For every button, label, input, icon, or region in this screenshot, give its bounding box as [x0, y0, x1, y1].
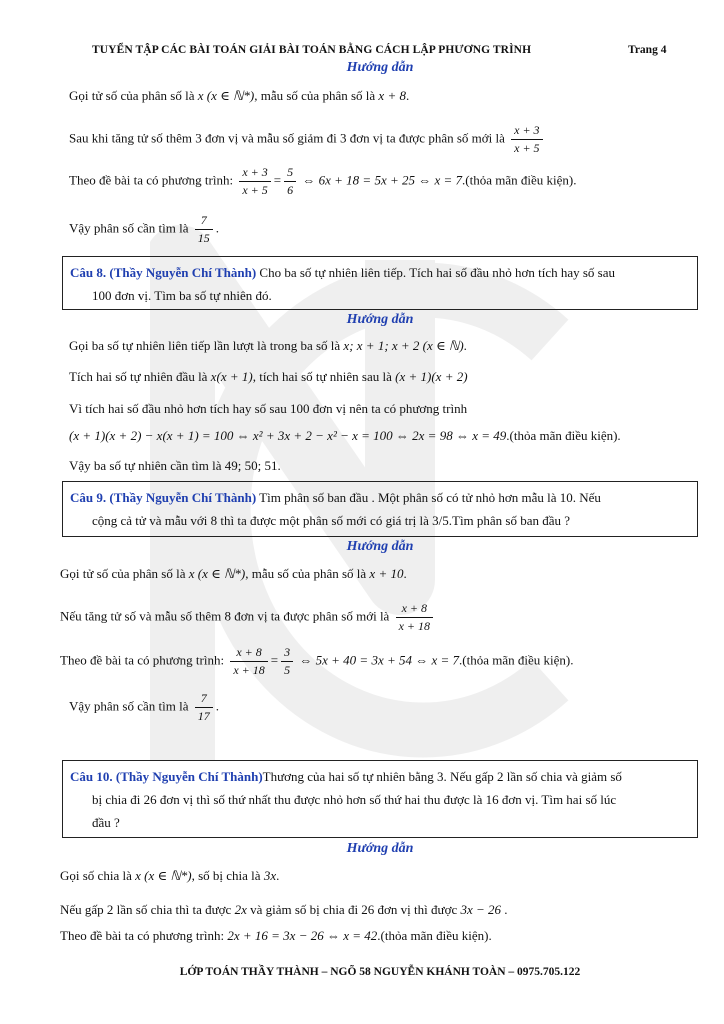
guide-heading: Hướng dẫn: [346, 539, 414, 554]
page-footer: LỚP TOÁN THẦY THÀNH – NGÕ 58 NGUYỄN KHÁNH TOÀN – 0975.705.122: [179, 966, 581, 978]
fraction: $\frac{x + 8}{x + 18}$: [230, 644, 267, 679]
solution-line: Vì tích hai số đầu nhỏ hơn tích hay số sau 100 đơn vị nên ta có phương trình: [69, 401, 468, 416]
question-label: Câu 9. (Thầy Nguyễn Chí Thành): [70, 490, 257, 505]
solution-line: Gọi tử số của phân số là x (x ∈ ℕ*), mẫu số của phân số là x + 10.: [60, 566, 407, 581]
solution-line: Vậy ba số tự nhiên cần tìm là 49; 50; 51.: [69, 458, 281, 473]
solution-line: Gọi ba số tự nhiên liên tiếp lần lượt là trong ba số là x; x + 1; x + 2 (x ∈ ℕ).: [69, 338, 467, 353]
solution-line: Nếu tăng tử số và mẫu số thêm 8 đơn vị ta được phân số mới là $\frac{x + 8}{x + 18}$: [60, 600, 436, 635]
page-number: Trang 4: [628, 44, 667, 56]
solution-line: Sau khi tăng tử số thêm 3 đơn vị và mẫu số giảm đi 3 đơn vị ta được phân số mới là $\frac{x + 3}{x + 5}$: [69, 122, 546, 157]
guide-heading: Hướng dẫn: [346, 312, 414, 327]
solution-line: Theo đề bài ta có phương trình: $\frac{x + 8}{x + 18}$ = $\frac{3}{5}$ ⇔ 5x + 40 = 3x + 54 ⇔ x = 7.(thỏa mãn điều kiện).: [60, 645, 574, 677]
fraction: $\frac{3}{5}$: [281, 644, 293, 679]
question-8-box: Câu 8. (Thầy Nguyễn Chí Thành) Cho ba số tự nhiên liên tiếp. Tích hai số đầu nhỏ hơn tích hay số sau 100 đơn vị. Tìm ba số tự nhiên đó.: [62, 256, 698, 310]
fraction: $\frac{x + 8}{x + 18}$: [396, 600, 433, 635]
guide-heading: Hướng dẫn: [346, 60, 414, 75]
fraction: $\frac{5}{6}$: [284, 164, 296, 199]
solution-line: Gọi số chia là x (x ∈ ℕ*), số bị chia là 3x.: [60, 868, 280, 883]
solution-line: Vậy phân số cần tìm là $\frac{7}{17}$ .: [69, 691, 219, 723]
solution-line: Theo đề bài ta có phương trình: $\frac{x + 3}{x + 5}$ = $\frac{5}{6}$ ⇔ 6x + 18 = 5x + 25 ⇔ x = 7.(thỏa mãn điều kiện).: [69, 165, 577, 197]
fraction: $\frac{x + 3}{x + 5}$: [239, 164, 270, 199]
solution-line: Tích hai số tự nhiên đầu là x(x + 1), tích hai số tự nhiên sau là (x + 1)(x + 2): [69, 369, 468, 384]
fraction: $\frac{7}{17}$: [195, 690, 213, 725]
header-title: TUYỂN TẬP CÁC BÀI TOÁN GIẢI BÀI TOÁN BẰNG CÁCH LẬP PHƯƠNG TRÌNH: [92, 44, 532, 56]
guide-heading: Hướng dẫn: [346, 841, 414, 856]
solution-line: Theo đề bài ta có phương trình: 2x + 16 = 3x − 26 ⇔ x = 42.(thỏa mãn điều kiện).: [60, 928, 492, 943]
solution-line: (x + 1)(x + 2) − x(x + 1) = 100 ⇔ x² + 3x + 2 − x² − x = 100 ⇔ 2x = 98 ⇔ x = 49.(thỏa mãn điều kiện).: [69, 428, 621, 443]
question-label: Câu 8. (Thầy Nguyễn Chí Thành): [70, 265, 257, 280]
question-10-box: Câu 10. (Thầy Nguyễn Chí Thành)Thương của hai số tự nhiên bằng 3. Nếu gấp 2 lần số chia và giảm số bị chia đi 26 đơn vị thì số thứ nhất thu được nhỏ hơn số thứ hai thu được là 16 đơn vị. Tìm hai số lúc đầu ?: [62, 760, 698, 838]
solution-line: Nếu gấp 2 lần số chia thì ta được 2x và giảm số bị chia đi 26 đơn vị thì được 3x − 26 .: [60, 902, 508, 917]
question-label: Câu 10. (Thầy Nguyễn Chí Thành): [70, 769, 263, 784]
solution-line: Gọi tử số của phân số là x (x ∈ ℕ*), mẫu số của phân số là x + 8.: [69, 88, 410, 103]
solution-line: Vậy phân số cần tìm là $\frac{7}{15}$ .: [69, 213, 219, 245]
fraction: $\frac{7}{15}$: [195, 212, 213, 247]
fraction: $\frac{x + 3}{x + 5}$: [511, 122, 542, 157]
question-9-box: Câu 9. (Thầy Nguyễn Chí Thành) Tìm phân số ban đầu . Một phân số có tử nhỏ hơn mẫu là 10. Nếu cộng cả tử và mẫu với 8 thì ta được một phân số mới có giá trị là 3/5.Tìm phân số ban đầu ?: [62, 481, 698, 537]
